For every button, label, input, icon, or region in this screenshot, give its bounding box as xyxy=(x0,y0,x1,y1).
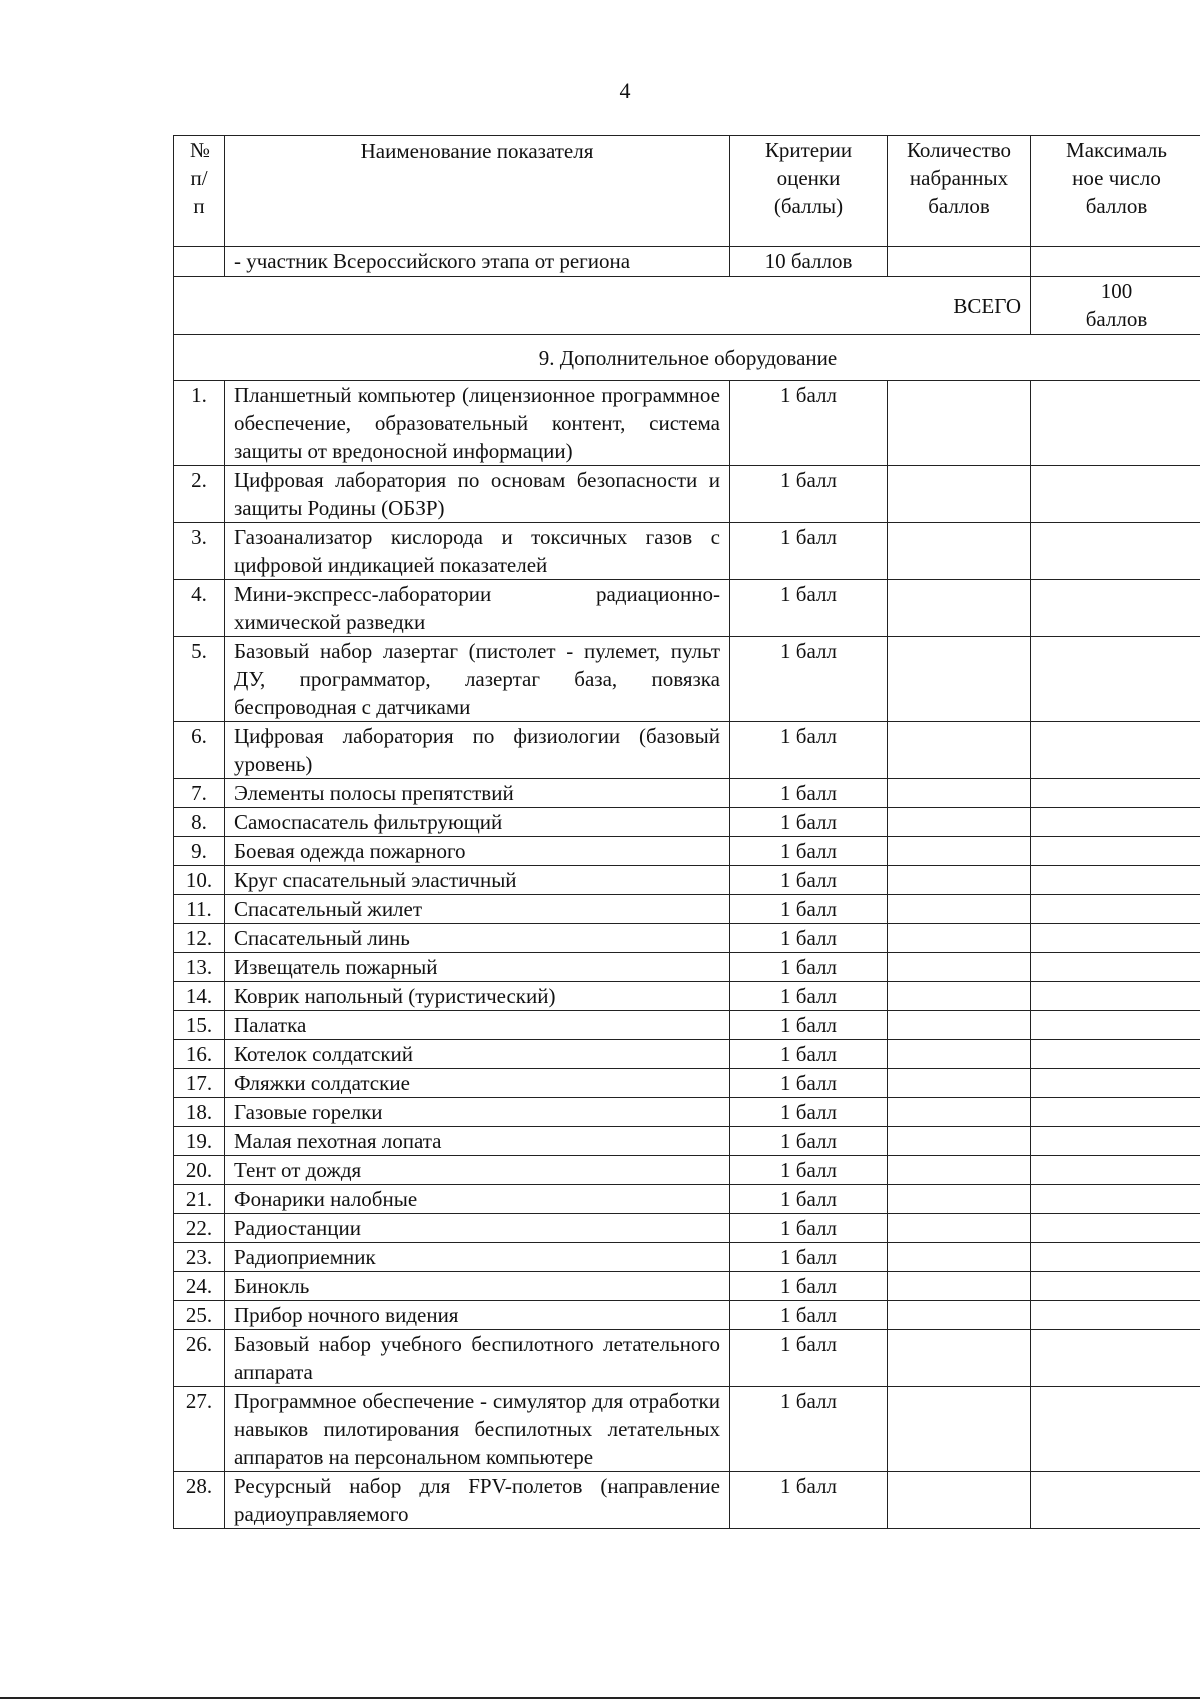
row-num: 27. xyxy=(174,1387,225,1472)
row-max xyxy=(1031,1069,1200,1098)
row-name: Базовый набор учебного беспилотного летательного аппарата xyxy=(225,1330,730,1387)
row-max xyxy=(1031,1098,1200,1127)
row-criteria: 1 балл xyxy=(730,953,888,982)
table-row xyxy=(174,722,1200,779)
row-max xyxy=(1031,1301,1200,1330)
row-num: 21. xyxy=(174,1185,225,1214)
row-criteria: 1 балл xyxy=(730,837,888,866)
row-scored xyxy=(888,779,1031,808)
row-criteria: 1 балл xyxy=(730,1185,888,1214)
table-row xyxy=(174,1156,1200,1185)
row-criteria: 1 балл xyxy=(730,523,888,580)
row-name: Фляжки солдатские xyxy=(225,1069,730,1098)
row-criteria: 1 балл xyxy=(730,466,888,523)
row-criteria: 1 балл xyxy=(730,637,888,722)
table-row xyxy=(174,1185,1200,1214)
table-row xyxy=(174,808,1200,837)
row-max xyxy=(1031,466,1200,523)
row-name: Извещатель пожарный xyxy=(225,953,730,982)
row-criteria: 1 балл xyxy=(730,722,888,779)
row-criteria: 1 балл xyxy=(730,1011,888,1040)
header-max: Максималь ное число баллов xyxy=(1031,136,1200,247)
row-max xyxy=(1031,1127,1200,1156)
table-row xyxy=(174,866,1200,895)
row-scored xyxy=(888,1098,1031,1127)
row-scored xyxy=(888,722,1031,779)
table-row xyxy=(174,523,1200,580)
row-max xyxy=(1031,1243,1200,1272)
table-row xyxy=(174,1472,1200,1529)
header-criteria: Критерии оценки (баллы) xyxy=(730,136,888,247)
row-criteria: 1 балл xyxy=(730,1243,888,1272)
table-row xyxy=(174,1127,1200,1156)
table-row xyxy=(174,1387,1200,1472)
row-num: 10. xyxy=(174,866,225,895)
row-num: 11. xyxy=(174,895,225,924)
row-name: Коврик напольный (туристический) xyxy=(225,982,730,1011)
total-value: 100 баллов xyxy=(1031,277,1200,335)
row-max xyxy=(1031,779,1200,808)
row-name: Спасательный линь xyxy=(225,924,730,953)
row-name: Программное обеспечение - симулятор для отработки навыков пилотирования беспилотных летательных аппаратов на персональном компьютере xyxy=(225,1387,730,1472)
row-scored xyxy=(888,1272,1031,1301)
row-num: 9. xyxy=(174,837,225,866)
row-num: 12. xyxy=(174,924,225,953)
prev-row-num xyxy=(174,247,225,277)
row-num: 28. xyxy=(174,1472,225,1529)
row-num: 16. xyxy=(174,1040,225,1069)
row-num: 22. xyxy=(174,1214,225,1243)
row-criteria: 1 балл xyxy=(730,1069,888,1098)
table-row xyxy=(174,1011,1200,1040)
row-criteria: 1 балл xyxy=(730,1330,888,1387)
row-scored xyxy=(888,1156,1031,1185)
row-max xyxy=(1031,1330,1200,1387)
row-num: 14. xyxy=(174,982,225,1011)
row-max xyxy=(1031,1472,1200,1529)
row-max xyxy=(1031,982,1200,1011)
row-name: Спасательный жилет xyxy=(225,895,730,924)
row-criteria: 1 балл xyxy=(730,924,888,953)
row-num: 19. xyxy=(174,1127,225,1156)
row-criteria: 1 балл xyxy=(730,866,888,895)
row-scored xyxy=(888,1387,1031,1472)
prev-row-scored xyxy=(888,247,1031,277)
row-num: 20. xyxy=(174,1156,225,1185)
row-name: Самоспасатель фильтрующий xyxy=(225,808,730,837)
page-number: 4 xyxy=(619,78,631,103)
row-scored xyxy=(888,1069,1031,1098)
table-row xyxy=(174,580,1200,637)
row-name: Боевая одежда пожарного xyxy=(225,837,730,866)
section-title: 9. Дополнительное оборудование xyxy=(174,335,1200,381)
row-name: Планшетный компьютер (лицензионное программное обеспечение, образовательный контент, система защиты от вредоносной информации) xyxy=(225,381,730,466)
row-num: 24. xyxy=(174,1272,225,1301)
row-name: Цифровая лаборатория по физиологии (базовый уровень) xyxy=(225,722,730,779)
page-bottom-rule xyxy=(0,1697,1200,1699)
row-criteria: 1 балл xyxy=(730,1040,888,1069)
row-max xyxy=(1031,808,1200,837)
row-max xyxy=(1031,1387,1200,1472)
table-row xyxy=(174,1243,1200,1272)
header-name: Наименование показателя xyxy=(225,136,730,247)
table-row xyxy=(174,1272,1200,1301)
row-scored xyxy=(888,924,1031,953)
row-max xyxy=(1031,837,1200,866)
row-max xyxy=(1031,1185,1200,1214)
row-max xyxy=(1031,1272,1200,1301)
row-max xyxy=(1031,1011,1200,1040)
row-criteria: 1 балл xyxy=(730,982,888,1011)
table-row xyxy=(174,953,1200,982)
row-scored xyxy=(888,953,1031,982)
table-row xyxy=(174,837,1200,866)
row-num: 3. xyxy=(174,523,225,580)
row-scored xyxy=(888,1185,1031,1214)
row-max xyxy=(1031,523,1200,580)
row-num: 17. xyxy=(174,1069,225,1098)
row-name: Малая пехотная лопата xyxy=(225,1127,730,1156)
row-max xyxy=(1031,580,1200,637)
row-scored xyxy=(888,523,1031,580)
row-name: Котелок солдатский xyxy=(225,1040,730,1069)
row-scored xyxy=(888,381,1031,466)
row-num: 26. xyxy=(174,1330,225,1387)
section-row xyxy=(174,335,1200,381)
row-name: Прибор ночного видения xyxy=(225,1301,730,1330)
table-row xyxy=(174,982,1200,1011)
table-row xyxy=(174,895,1200,924)
row-max xyxy=(1031,722,1200,779)
row-criteria: 1 балл xyxy=(730,1472,888,1529)
row-scored xyxy=(888,1243,1031,1272)
row-num: 23. xyxy=(174,1243,225,1272)
row-scored xyxy=(888,580,1031,637)
row-num: 4. xyxy=(174,580,225,637)
row-num: 8. xyxy=(174,808,225,837)
row-name: Тент от дождя xyxy=(225,1156,730,1185)
row-name: Круг спасательный эластичный xyxy=(225,866,730,895)
row-name: Мини-экспресс-лаборатории радиационно-химической разведки xyxy=(225,580,730,637)
row-criteria: 1 балл xyxy=(730,1301,888,1330)
criteria-table xyxy=(173,135,1200,1529)
header-scored: Количество набранных баллов xyxy=(888,136,1031,247)
row-name: Фонарики налобные xyxy=(225,1185,730,1214)
row-max xyxy=(1031,924,1200,953)
table-row xyxy=(174,1214,1200,1243)
row-criteria: 1 балл xyxy=(730,1387,888,1472)
prev-row-max xyxy=(1031,247,1200,277)
row-name: Элементы полосы препятствий xyxy=(225,779,730,808)
row-scored xyxy=(888,837,1031,866)
row-scored xyxy=(888,982,1031,1011)
row-criteria: 1 балл xyxy=(730,1127,888,1156)
row-scored xyxy=(888,1127,1031,1156)
row-criteria: 1 балл xyxy=(730,895,888,924)
row-max xyxy=(1031,953,1200,982)
row-max xyxy=(1031,381,1200,466)
row-scored xyxy=(888,1301,1031,1330)
prev-row xyxy=(174,247,1200,277)
table-row xyxy=(174,1301,1200,1330)
row-name: Радиостанции xyxy=(225,1214,730,1243)
row-scored xyxy=(888,866,1031,895)
total-row xyxy=(174,277,1200,335)
row-criteria: 1 балл xyxy=(730,1156,888,1185)
row-criteria: 1 балл xyxy=(730,808,888,837)
row-scored xyxy=(888,1472,1031,1529)
row-scored xyxy=(888,466,1031,523)
table-row xyxy=(174,1040,1200,1069)
prev-row-name: - участник Всероссийского этапа от региона xyxy=(225,247,730,277)
row-name: Газовые горелки xyxy=(225,1098,730,1127)
table-row xyxy=(174,1069,1200,1098)
row-scored xyxy=(888,895,1031,924)
row-scored xyxy=(888,637,1031,722)
row-name: Газоанализатор кислорода и токсичных газов с цифровой индикацией показателей xyxy=(225,523,730,580)
table-row xyxy=(174,779,1200,808)
row-scored xyxy=(888,1011,1031,1040)
row-criteria: 1 балл xyxy=(730,1214,888,1243)
row-num: 5. xyxy=(174,637,225,722)
row-scored xyxy=(888,808,1031,837)
table-row xyxy=(174,637,1200,722)
row-max xyxy=(1031,1156,1200,1185)
table-header-row xyxy=(174,136,1200,247)
row-max xyxy=(1031,895,1200,924)
row-scored xyxy=(888,1214,1031,1243)
row-num: 7. xyxy=(174,779,225,808)
table-row xyxy=(174,466,1200,523)
row-scored xyxy=(888,1040,1031,1069)
row-name: Цифровая лаборатория по основам безопасности и защиты Родины (ОБЗР) xyxy=(225,466,730,523)
row-max xyxy=(1031,1040,1200,1069)
row-num: 25. xyxy=(174,1301,225,1330)
row-num: 15. xyxy=(174,1011,225,1040)
prev-row-criteria: 10 баллов xyxy=(730,247,888,277)
row-max xyxy=(1031,866,1200,895)
row-name: Радиоприемник xyxy=(225,1243,730,1272)
row-name: Бинокль xyxy=(225,1272,730,1301)
row-num: 1. xyxy=(174,381,225,466)
header-num: № п/п xyxy=(174,136,225,247)
table-row xyxy=(174,1330,1200,1387)
row-name: Ресурсный набор для FPV-полетов (направление радиоуправляемого xyxy=(225,1472,730,1529)
row-num: 13. xyxy=(174,953,225,982)
row-max xyxy=(1031,637,1200,722)
row-name: Палатка xyxy=(225,1011,730,1040)
row-num: 2. xyxy=(174,466,225,523)
table-row xyxy=(174,924,1200,953)
row-num: 18. xyxy=(174,1098,225,1127)
row-criteria: 1 балл xyxy=(730,779,888,808)
total-label: ВСЕГО xyxy=(174,277,1031,335)
row-criteria: 1 балл xyxy=(730,381,888,466)
row-max xyxy=(1031,1214,1200,1243)
row-criteria: 1 балл xyxy=(730,1098,888,1127)
row-criteria: 1 балл xyxy=(730,580,888,637)
row-criteria: 1 балл xyxy=(730,1272,888,1301)
row-scored xyxy=(888,1330,1031,1387)
row-name: Базовый набор лазертаг (пистолет - пулемет, пульт ДУ, программатор, лазертаг база, повязка беспроводная с датчиками xyxy=(225,637,730,722)
table-row xyxy=(174,381,1200,466)
row-num: 6. xyxy=(174,722,225,779)
table-row xyxy=(174,1098,1200,1127)
